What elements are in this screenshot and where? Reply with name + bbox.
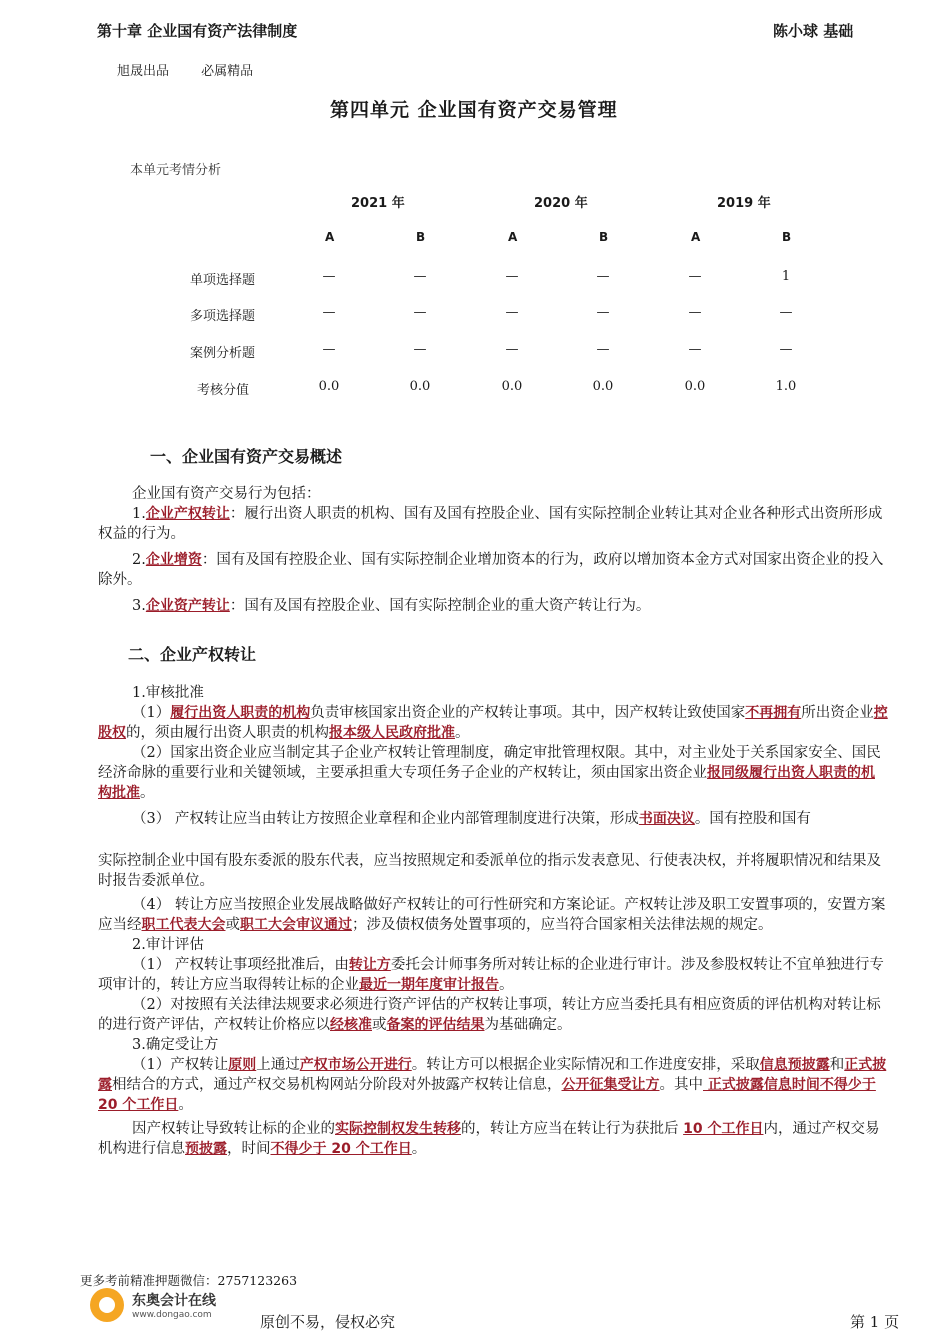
section-title: 第四单元 企业国有资产交易管理 bbox=[330, 99, 618, 121]
keyword: 10 个工作日 bbox=[683, 1121, 764, 1137]
text: （3） 产权转让应当由转让方按照企业章程和企业内部管理制度进行决策，形成 bbox=[132, 811, 639, 827]
text: （1） 产权转让事项经批准后，由 bbox=[132, 957, 349, 973]
table-cell: — bbox=[688, 305, 702, 320]
table-cell: — bbox=[688, 342, 702, 357]
paragraph bbox=[98, 1055, 888, 1115]
text: 的，转让方应当在转让行为获批后 bbox=[461, 1121, 684, 1137]
keyword: 信息预披露 bbox=[759, 1057, 830, 1073]
keyword: 报本级人民政府批准 bbox=[329, 725, 455, 741]
subheading-buyer: 3.确定受让方 bbox=[132, 1037, 219, 1053]
table-cell: — bbox=[505, 342, 519, 357]
table-cell: — bbox=[322, 305, 336, 320]
text: 。 bbox=[455, 725, 470, 741]
keyword: 报同级履行出资人职责的机构批准 bbox=[98, 765, 875, 801]
text: 为基础确定。 bbox=[484, 1017, 572, 1033]
text: 或 bbox=[372, 1017, 387, 1033]
text: 上通过 bbox=[256, 1057, 300, 1073]
section2-heading: 二、企业产权转让 bbox=[128, 645, 257, 664]
item-text: ：履行出资人职责的机构、国有及国有控股企业、国有实际控制企业转让其对企业各种形式出资所形成权益的行为。 bbox=[98, 506, 883, 542]
section1-body bbox=[98, 484, 888, 616]
section2-body bbox=[98, 683, 888, 1159]
text: 和 bbox=[829, 1057, 845, 1073]
keyword: 企业产权转让 bbox=[145, 506, 230, 522]
text: ；涉及债权债务处置事项的，应当符合国家相关法律法规的规定。 bbox=[352, 917, 773, 933]
row-label: 考核分值 bbox=[197, 383, 250, 398]
paragraph bbox=[98, 995, 888, 1035]
table-cell: 1.0 bbox=[775, 379, 797, 394]
table-cell: 0.0 bbox=[684, 379, 706, 394]
footer-wechat: 更多考前精准押题微信：2757123263 bbox=[80, 1273, 298, 1288]
table-cell: — bbox=[596, 342, 610, 357]
item-3 bbox=[98, 596, 888, 616]
paragraph bbox=[98, 955, 888, 995]
text: 所出资企业 bbox=[801, 705, 874, 721]
col-header: A bbox=[325, 230, 335, 244]
col-header: A bbox=[691, 230, 701, 244]
brand-left: 旭晟出品 bbox=[117, 64, 170, 79]
table-cell: — bbox=[322, 342, 336, 357]
keyword: 职工代表大会 bbox=[141, 917, 226, 933]
logo-inner-icon bbox=[99, 1297, 115, 1313]
year-2019: 2019 年 bbox=[717, 196, 771, 211]
text: 负责审核国家出资企业的产权转让事项。其中，因产权转让致使国家 bbox=[310, 705, 746, 721]
keyword: 正式披露信息时间不得少于 20 个工作日 bbox=[98, 1077, 876, 1113]
text: （1） bbox=[132, 705, 171, 721]
col-header: B bbox=[599, 230, 609, 244]
text: 委托会计师事务所对转让标的企业进行审计。涉及参股权转让不宜单独进行专项审计的，转让方应当取得转让标的企业 bbox=[98, 957, 884, 993]
text: 相结合的方式，通过产权交易机构网站分阶段对外披露产权转让信息， bbox=[112, 1077, 562, 1093]
logo-url: www.dongao.com bbox=[132, 1310, 212, 1320]
table-cell: — bbox=[779, 342, 793, 357]
text: 。转让方可以根据企业实际情况和工作进度安排，采取 bbox=[411, 1057, 760, 1073]
header-chapter: 第十章 企业国有资产法律制度 bbox=[97, 22, 298, 40]
brand-line bbox=[117, 60, 281, 79]
table-cell: — bbox=[413, 305, 427, 320]
intro-line: 企业国有资产交易行为包括： bbox=[132, 486, 321, 502]
table-cell: — bbox=[413, 342, 427, 357]
table-cell: — bbox=[505, 269, 519, 284]
col-header: B bbox=[782, 230, 792, 244]
table-cell: — bbox=[322, 269, 336, 284]
item-1 bbox=[98, 504, 888, 544]
footer-notice: 原创不易，侵权必究 bbox=[260, 1313, 396, 1331]
text: 或 bbox=[225, 917, 240, 933]
paragraph bbox=[98, 703, 888, 743]
keyword: 职工大会审议通过 bbox=[240, 917, 352, 933]
paragraph bbox=[98, 1119, 888, 1159]
table-cell: 0.0 bbox=[592, 379, 614, 394]
text: （1）产权转让 bbox=[132, 1057, 229, 1073]
table-cell: — bbox=[413, 269, 427, 284]
section1-heading: 一、企业国有资产交易概述 bbox=[150, 447, 343, 466]
table-cell: — bbox=[688, 269, 702, 284]
row-label: 多项选择题 bbox=[190, 309, 256, 324]
paragraph bbox=[98, 809, 888, 829]
table-cell: — bbox=[505, 305, 519, 320]
keyword: 控股权 bbox=[98, 705, 888, 741]
item-text: ：国有及国有控股企业、国有实际控制企业的重大资产转让行为。 bbox=[229, 598, 651, 614]
text: （2）国家出资企业应当制定其子企业产权转让管理制度，确定审批管理权限。其中，对主业处于关系国家安全、国民经济命脉的重要行业和关键领域，主要承担重大专项任务子企业的产权转让，须由国家出资企业 bbox=[98, 745, 881, 781]
table-cell: — bbox=[596, 269, 610, 284]
keyword: 不再拥有 bbox=[745, 705, 802, 721]
year-2020: 2020 年 bbox=[534, 196, 588, 211]
text: 。 bbox=[411, 1141, 427, 1157]
brand-right: 必属精品 bbox=[201, 64, 254, 79]
keyword: 履行出资人职责的机构 bbox=[170, 705, 311, 721]
item-number: 1. bbox=[132, 506, 146, 522]
table-cell: 0.0 bbox=[501, 379, 523, 394]
keyword: 最近一期年度审计报告 bbox=[359, 977, 499, 993]
row-label: 单项选择题 bbox=[190, 273, 256, 288]
keyword: 产权市场公开进行 bbox=[299, 1057, 412, 1073]
keyword: 预披露 bbox=[185, 1141, 227, 1157]
text: 。 bbox=[140, 785, 155, 801]
table-cell: 1 bbox=[781, 269, 791, 284]
keyword: 转让方 bbox=[348, 957, 391, 973]
keyword: 备案的评估结果 bbox=[386, 1017, 485, 1033]
text: ，时间 bbox=[227, 1141, 271, 1157]
keyword: 公开征集受让方 bbox=[561, 1077, 660, 1093]
paragraph bbox=[98, 895, 888, 935]
paragraph-continued: 实际控制企业中国有股东委派的股东代表，应当按照规定和委派单位的指示发表意见、行使表决权，并将履职情况和结果及时报告委派单位。 bbox=[98, 853, 881, 889]
text: 。 bbox=[499, 977, 514, 993]
keyword: 正式披露 bbox=[98, 1057, 887, 1093]
text: （2）对按照有关法律法规要求必须进行资产评估的产权转让事项，转让方应当委托具有相应资质的评估机构对转让标的进行资产评估，产权转让价格应以 bbox=[98, 997, 881, 1033]
keyword: 原则 bbox=[228, 1057, 257, 1073]
text: （4） 转让方应当按照企业发展战略做好产权转让的可行性研究和方案论证。产权转让涉及职工安置事项的，安置方案应当经 bbox=[98, 897, 886, 933]
exam-note: 本单元考情分析 bbox=[130, 163, 222, 178]
subheading-approval: 1.审核批准 bbox=[132, 685, 204, 701]
text: 。其中 bbox=[659, 1077, 703, 1093]
subheading-audit: 2.审计评估 bbox=[132, 937, 204, 953]
logo-name: 东奥会计在线 bbox=[132, 1293, 216, 1309]
text: 。国有控股和国有 bbox=[694, 811, 811, 827]
paragraph bbox=[98, 743, 888, 803]
keyword: 书面决议 bbox=[638, 811, 695, 827]
page-number: 第 1 页 bbox=[850, 1313, 900, 1331]
year-2021: 2021 年 bbox=[351, 196, 405, 211]
keyword: 企业资产转让 bbox=[145, 598, 230, 614]
row-label: 案例分析题 bbox=[190, 346, 256, 361]
keyword: 实际控制权发生转移 bbox=[335, 1121, 461, 1137]
item-number: 2. bbox=[132, 552, 146, 568]
text: 因产权转让导致转让标的企业的 bbox=[132, 1121, 335, 1137]
header-author: 陈小球 基础 bbox=[773, 22, 854, 40]
table-cell: 0.0 bbox=[409, 379, 431, 394]
text: 的，须由履行出资人职责的机构 bbox=[126, 725, 329, 741]
col-header: A bbox=[508, 230, 518, 244]
keyword: 不得少于 20 个工作日 bbox=[270, 1141, 412, 1157]
item-2 bbox=[98, 550, 888, 590]
keyword: 企业增资 bbox=[145, 552, 202, 568]
text: 。 bbox=[178, 1097, 193, 1113]
text: 内，通过产权交易机构进行信息 bbox=[98, 1121, 880, 1157]
table-cell: 0.0 bbox=[318, 379, 340, 394]
item-text: ：国有及国有控股企业、国有实际控制企业增加资本的行为，政府以增加资本金方式对国家出资企业的投入除外。 bbox=[98, 552, 884, 588]
col-header: B bbox=[416, 230, 426, 244]
table-cell: — bbox=[779, 305, 793, 320]
table-cell: — bbox=[596, 305, 610, 320]
item-number: 3. bbox=[132, 598, 146, 614]
keyword: 经核准 bbox=[330, 1017, 372, 1033]
